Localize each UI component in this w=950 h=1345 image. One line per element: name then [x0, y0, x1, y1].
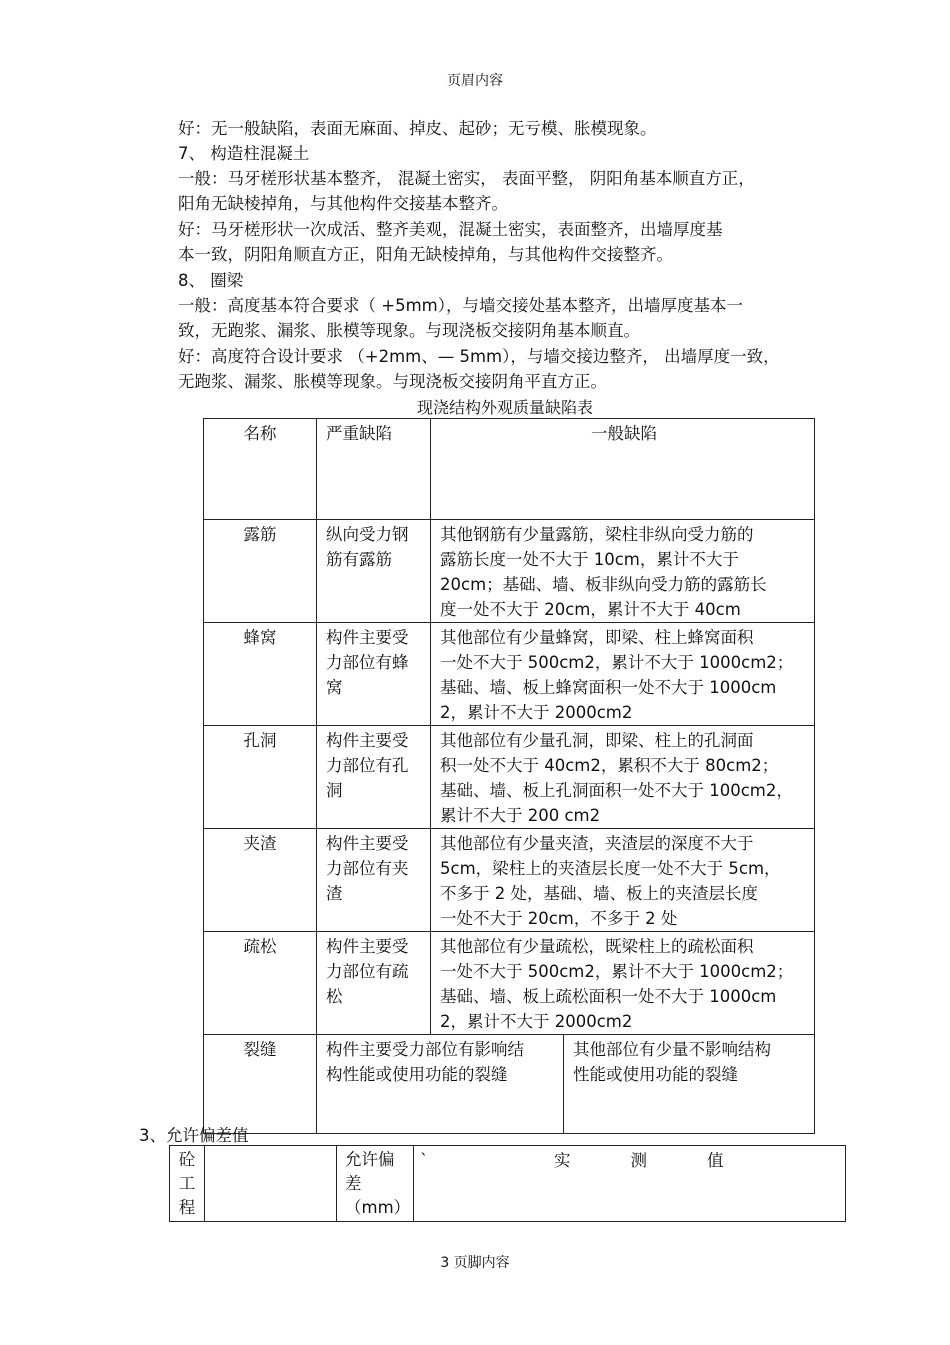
header-general: 一般缺陷 — [431, 419, 815, 520]
paragraph-line: 好：高度符合设计要求 （+2mm、— 5mm），与墙交接边整齐， 出墙厚度一致， — [178, 347, 780, 366]
table-header-row — [204, 419, 815, 520]
cell-line: 力部位有孔 — [326, 756, 409, 775]
cell-line: 力部位有夹 — [326, 859, 409, 878]
table-row — [204, 520, 815, 623]
col-item — [205, 1146, 337, 1222]
serious-defect — [317, 520, 431, 623]
paragraph-line: 无跑浆、漏浆、胀模等现象。与现浇板交接阴角平直方正。 — [178, 372, 607, 391]
general-defect — [431, 623, 815, 726]
defect-name: 夹渣 — [204, 829, 317, 932]
cell-line: 其他钢筋有少量露筋，梁柱非纵向受力筋的 — [440, 525, 754, 544]
paragraph-line: 阳角无缺棱掉角，与其他构件交接基本整齐。 — [178, 194, 508, 213]
page-header: 页眉内容 — [447, 73, 503, 89]
table-row — [204, 726, 815, 829]
cell-line: 构件主要受 — [326, 731, 409, 750]
defect-name: 露筋 — [204, 520, 317, 623]
deviation-table — [169, 1145, 846, 1222]
serious-defect — [317, 932, 431, 1035]
cell-line: 工 — [178, 1174, 196, 1193]
header-name: 名称 — [204, 419, 317, 520]
table-row — [204, 829, 815, 932]
cell-line: 基础、墙、板上疏松面积一处不大于 1000cm — [440, 987, 777, 1006]
table-title: 现浇结构外观质量缺陷表 — [416, 398, 593, 417]
tick-mark: ` — [420, 1151, 429, 1170]
cell-line: 砼 — [178, 1150, 196, 1169]
table-row — [204, 932, 815, 1035]
defect-name: 疏松 — [204, 932, 317, 1035]
cell-line: 构性能或使用功能的裂缝 — [326, 1065, 508, 1084]
cell-line: 构件主要受 — [326, 937, 409, 956]
cell-line: 其他部位有少量不影响结构 — [573, 1040, 771, 1059]
cell-line: 5cm，梁柱上的夹渣层长度一处不大于 5cm， — [440, 859, 781, 878]
paragraph-line: 好：无一般缺陷，表面无麻面、掉皮、起砂；无亏模、胀模现象。 — [178, 119, 657, 138]
cell-line: 力部位有蜂 — [326, 653, 409, 672]
cell-line: 程 — [178, 1198, 196, 1217]
cell-line: 露筋长度一处不大于 10cm，累计不大于 — [440, 550, 739, 569]
cell-line: 构件主要受 — [326, 628, 409, 647]
cell-line: 基础、墙、板上蜂窝面积一处不大于 1000cm — [440, 678, 777, 697]
cell-line: 筋有露筋 — [326, 550, 392, 569]
paragraph-line: 致，无跑浆、漏浆、胀模等现象。与现浇板交接阴角基本顺直。 — [178, 321, 640, 340]
cell-line: 其他部位有少量蜂窝，即梁、柱上蜂窝面积 — [440, 628, 754, 647]
paragraph-line: 好：马牙槎形状一次成活、整齐美观，混凝土密实，表面整齐，出墙厚度基 — [178, 220, 723, 239]
cell-line: 力部位有疏 — [326, 962, 409, 981]
table-row — [204, 1035, 815, 1134]
serious-defect — [317, 726, 431, 829]
serious-defect — [317, 829, 431, 932]
cell-line: 性能或使用功能的裂缝 — [573, 1065, 738, 1084]
cell-line: 构件主要受力部位有影响结 — [326, 1040, 524, 1059]
section-heading: 3、允许偏差值 — [139, 1126, 249, 1145]
cell-line: 其他部位有少量夹渣，夹渣层的深度不大于 — [440, 834, 754, 853]
defect-name: 裂缝 — [204, 1035, 317, 1134]
cell-line: 不多于 2 处，基础、墙、板上的夹渣层长度 — [440, 884, 758, 903]
col-measured-values — [414, 1146, 846, 1222]
cell-line: 一处不大于 20cm，不多于 2 处 — [440, 909, 678, 928]
cell-line: 其他部位有少量疏松，既梁柱上的疏松面积 — [440, 937, 754, 956]
general-defect — [431, 520, 815, 623]
page-footer: 3 页脚内容 — [440, 1255, 510, 1271]
deviation-header-row — [170, 1146, 846, 1222]
cell-line: 一处不大于 500cm2，累计不大于 1000cm2； — [440, 962, 794, 981]
paragraph-line: 8、 圈梁 — [178, 271, 244, 290]
measured-header: 实测值 — [554, 1151, 784, 1170]
cell-line: 2，累计不大于 2000cm2 — [440, 1012, 633, 1031]
cell-line: 基础、墙、板上孔洞面积一处不大于 100cm2， — [440, 781, 793, 800]
cell-line: 2，累计不大于 2000cm2 — [440, 703, 633, 722]
defect-table — [203, 418, 815, 1134]
serious-defect — [317, 623, 431, 726]
cell-line: 其他部位有少量孔洞，即梁、柱上的孔洞面 — [440, 731, 754, 750]
cell-line: 渣 — [326, 884, 343, 903]
cell-line: 积一处不大于 40cm2，累积不大于 80cm2； — [440, 756, 779, 775]
general-defect — [431, 829, 815, 932]
serious-defect — [317, 1035, 564, 1134]
cell-line: 累计不大于 200 cm2 — [440, 806, 601, 825]
paragraph-line: 一般：马牙槎形状基本整齐， 混凝土密实， 表面平整， 阴阳角基本顺直方正， — [178, 169, 755, 188]
cell-line: 允许偏 — [345, 1150, 395, 1169]
paragraph-line: 一般：高度基本符合要求（ +5mm），与墙交接处基本整齐，出墙厚度基本一 — [178, 296, 743, 315]
col-concrete-work — [170, 1146, 205, 1222]
paragraph-line: 7、 构造柱混凝土 — [178, 144, 310, 163]
cell-line: 松 — [326, 987, 343, 1006]
cell-line: 构件主要受 — [326, 834, 409, 853]
cell-line: 度一处不大于 20cm，累计不大于 40cm — [440, 600, 741, 619]
general-defect — [431, 932, 815, 1035]
cell-line: （mm） — [345, 1198, 411, 1217]
general-defect — [431, 726, 815, 829]
cell-line: 洞 — [326, 781, 343, 800]
cell-line: 差 — [345, 1174, 362, 1193]
col-allowed-deviation — [337, 1146, 414, 1222]
cell-line: 窝 — [326, 678, 343, 697]
defect-name: 蜂窝 — [204, 623, 317, 726]
cell-line: 一处不大于 500cm2，累计不大于 1000cm2； — [440, 653, 794, 672]
header-serious: 严重缺陷 — [317, 419, 431, 520]
cell-line: 20cm；基础、墙、板非纵向受力筋的露筋长 — [440, 575, 767, 594]
cell-line: 纵向受力钢 — [326, 525, 409, 544]
paragraph-line: 本一致，阴阳角顺直方正，阳角无缺棱掉角，与其他构件交接整齐。 — [178, 245, 673, 264]
table-row — [204, 623, 815, 726]
defect-name: 孔洞 — [204, 726, 317, 829]
general-defect — [564, 1035, 815, 1134]
